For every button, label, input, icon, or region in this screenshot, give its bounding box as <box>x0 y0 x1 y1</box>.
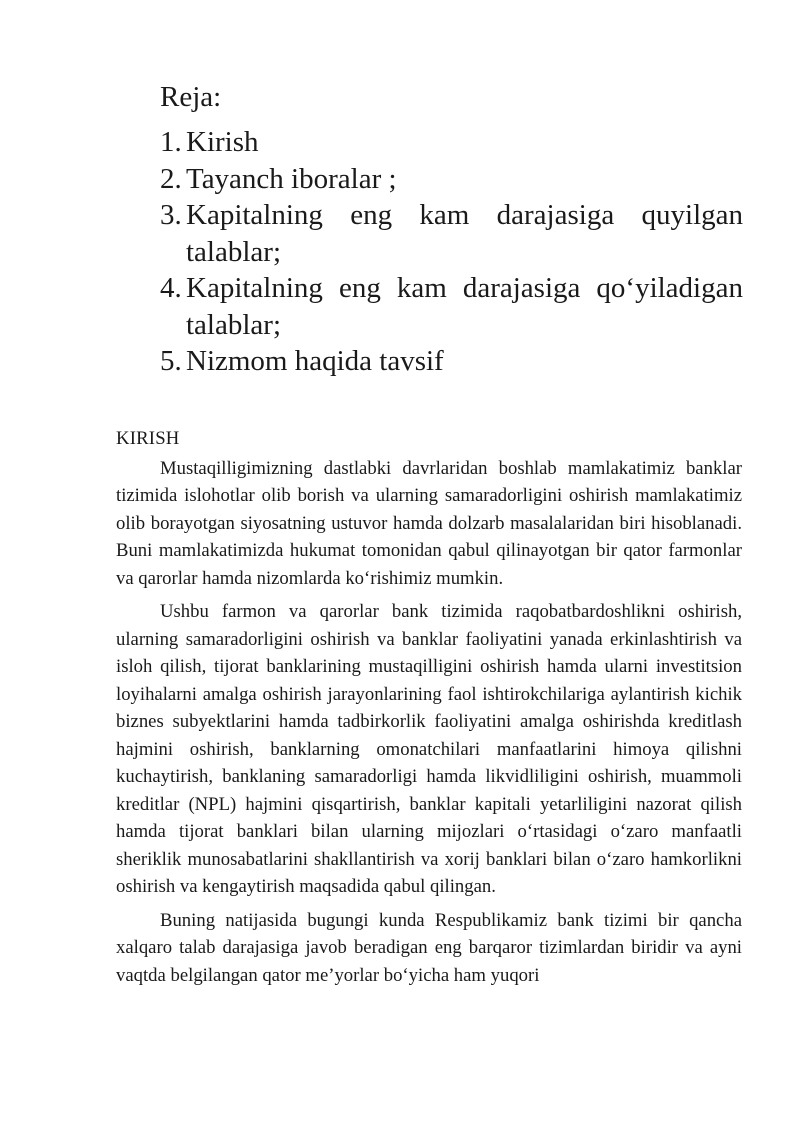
plan-section <box>160 78 743 380</box>
plan-item-number: 2. <box>160 162 182 195</box>
plan-item <box>160 197 743 270</box>
plan-item-number: 3. <box>160 199 182 231</box>
plan-item-text: Nizmom haqida tavsif <box>186 345 444 377</box>
paragraph: Ushbu farmon va qarorlar bank tizimida raqobatbardoshlikni oshirish, ularning samaradorligini oshirish va banklar faoliyatini yanada erkinlashtirish va isloh qilish, tijorat banklarining mustaqilligini oshirish hamda ularni investitsion loyihalarni amalga oshirish jarayonlarining faol ishtirokchilariga aylantirish kichik biznes subyektlarini hamda tadbirkorlik faoliyatini amalga oshirishda kreditlash hajmini oshirish, banklarning omonatchilari manfaatlarini himoya qilishni kuchaytirish, banklaning samaradorligi hamda likvidliligini oshirish, muammoli kreditlar (NPL) hajmini qisqartirish, banklar kapitali yetarliligini nazorat qilish hamda tijorat banklari bilan ularning mijozlari o‘rtasidagi o‘zaro manfaatli sheriklik munosabatlarini shakllantirish va xorij banklari bilan o‘zaro hamkorlikni oshirish va kengaytirish maqsadida qabul qilingan. <box>116 601 742 897</box>
plan-item-number: 1. <box>160 126 182 158</box>
plan-item-text: Kapitalning eng kam darajasiga quyilgan talablar; <box>186 199 743 268</box>
plan-item <box>160 124 743 161</box>
plan-item <box>160 343 743 380</box>
plan-list <box>160 124 743 380</box>
plan-item-number: 5. <box>160 345 182 377</box>
plan-item-text: Kapitalning eng kam darajasiga qo‘yiladigan talablar; <box>186 272 743 341</box>
paragraph: Buning natijasida bugungi kunda Respublikamiz bank tizimi bir qancha xalqaro talab darajasiga javob beradigan eng barqaror tizimlardan biridir va ayni vaqtda belgilangan qator me’yorlar bo‘yicha ham yuqori <box>116 909 742 986</box>
plan-item-text: Tayanch iboralar ; <box>186 162 397 195</box>
plan-item <box>160 161 743 198</box>
section-title: KIRISH <box>116 428 180 449</box>
plan-item-text: Kirish <box>186 126 259 158</box>
plan-heading: Reja: <box>160 81 222 113</box>
plan-item <box>160 270 743 343</box>
intro-section <box>116 425 742 995</box>
plan-item-number: 4. <box>160 272 182 304</box>
paragraph: Mustaqilligimizning dastlabki davrlaridan boshlab mamlakatimiz banklar tizimida islohotlar olib borish va ularning samaradorligini oshirish mamlakatimiz olib borayotgan siyosatning ustuvor hamda dolzarb masalalaridan biri hisoblanadi. Buni mamlakatimizda hukumat tomonidan qabul qilinayotgan bir qator farmonlar va qarorlar hamda nizomlarda ko‘rishimiz mumkin. <box>116 457 742 589</box>
